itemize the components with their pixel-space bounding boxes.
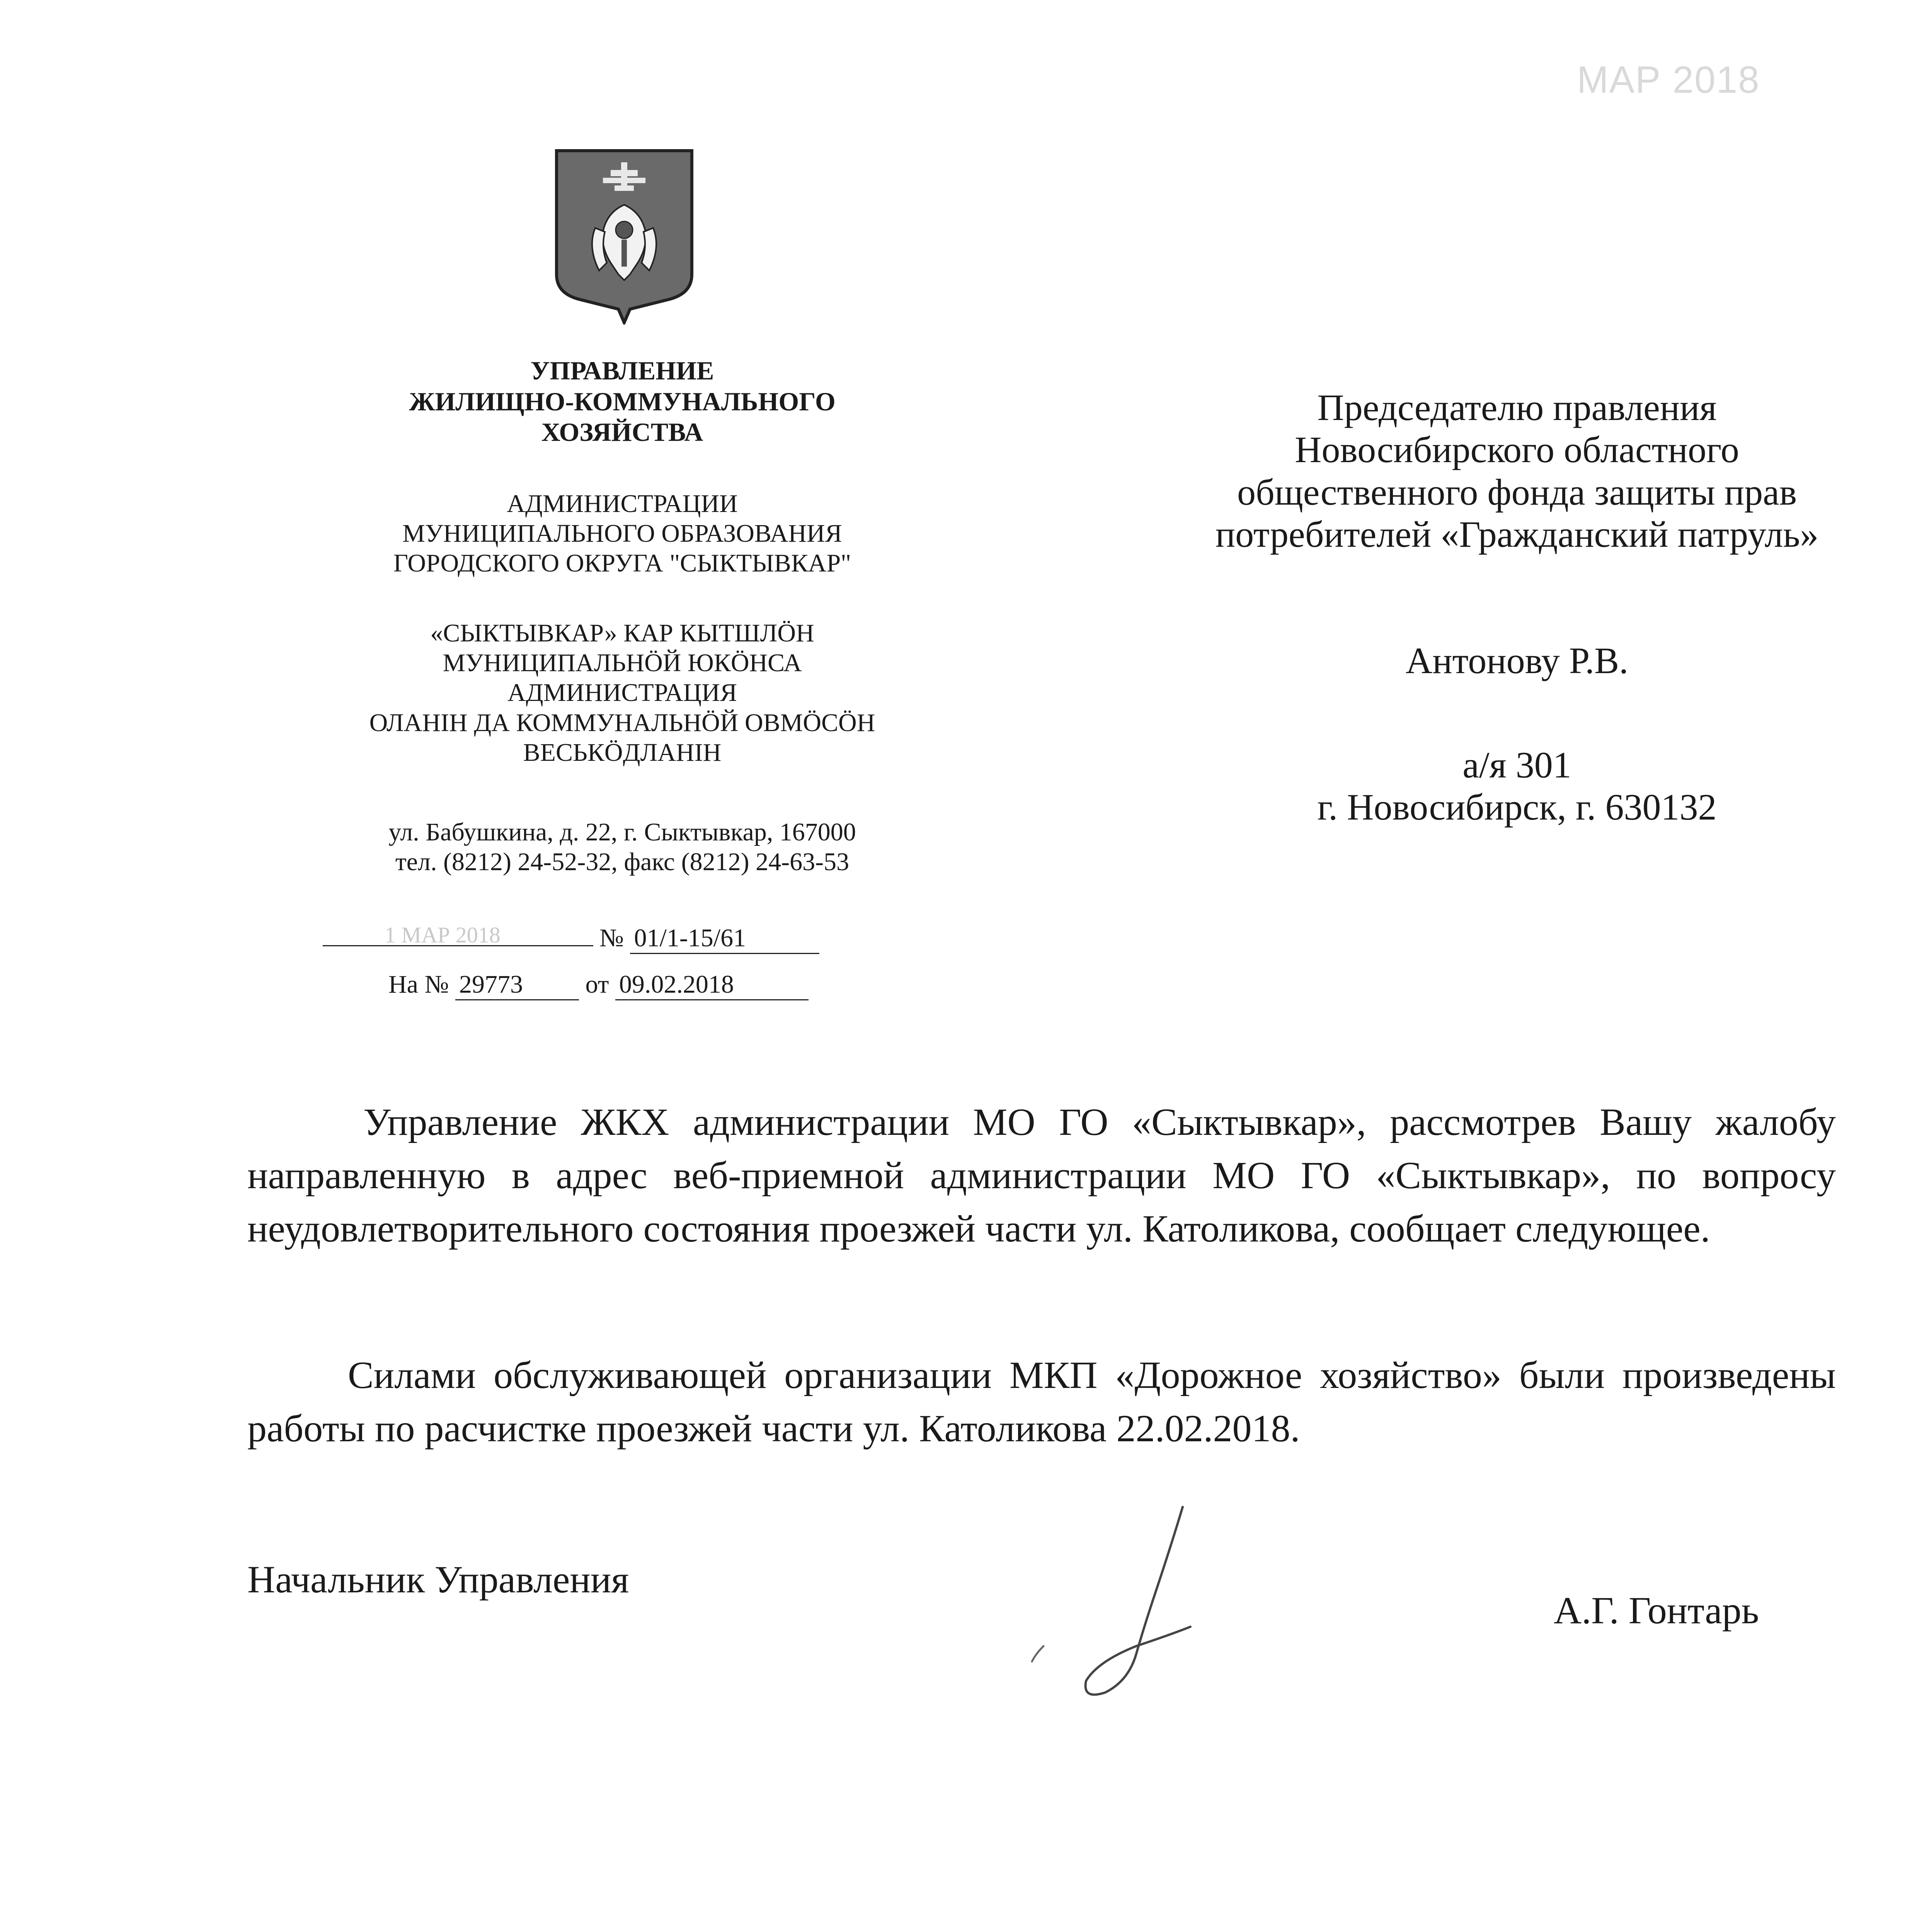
- registration-number-row: [323, 923, 819, 954]
- reference-from-label: от: [585, 970, 609, 998]
- letterhead-org-line: УПРАВЛЕНИЕ: [530, 356, 714, 385]
- letterhead-organization: [294, 355, 951, 448]
- letterhead-komi-line: ВЕСЬКӦДЛАНIН: [523, 738, 722, 767]
- letterhead-address: ул. Бабушкина, д. 22, г. Сыктывкар, 167000: [388, 818, 856, 846]
- letterhead-admin-line: МУНИЦИПАЛЬНОГО ОБРАЗОВАНИЯ: [402, 519, 842, 548]
- letterhead-org-line: ЖИЛИЩНО-КОММУНАЛЬНОГО: [409, 386, 836, 416]
- reference-number: 29773: [455, 970, 579, 1000]
- addressee-line: Председателю правления: [1317, 387, 1717, 428]
- addressee-line: общественного фонда защиты прав: [1237, 471, 1797, 513]
- coat-of-arms-emblem: [553, 147, 696, 325]
- signatory-position: Начальник Управления: [247, 1558, 629, 1601]
- reference-date: 09.02.2018: [615, 970, 809, 1000]
- letterhead-admin-line: ГОРОДСКОГО ОКРУГА "СЫКТЫВКАР": [393, 549, 851, 578]
- registration-number-label: №: [599, 924, 624, 952]
- registration-date-field: [323, 923, 593, 946]
- letterhead-contacts: [294, 817, 951, 877]
- addressee-line: Новосибирского областного: [1295, 429, 1739, 471]
- registration-date-stamp: 1 МАР 2018: [385, 922, 501, 947]
- letterhead-admin-line: АДМИНИСТРАЦИИ: [507, 490, 738, 518]
- addressee-name: Антонову Р.В.: [1405, 640, 1629, 681]
- registration-number: 01/1-15/61: [630, 923, 819, 954]
- letterhead-komi-name: [294, 618, 951, 767]
- received-stamp: МАР 2018: [1577, 58, 1760, 101]
- letterhead-org-line: ХОЗЯЙСТВА: [541, 417, 703, 447]
- addressee-po-box: а/я 301: [1462, 744, 1571, 786]
- handwritten-signature: [1009, 1499, 1210, 1716]
- reference-label: На №: [388, 970, 449, 998]
- letterhead-komi-line: АДМИНИСТРАЦИЯ: [507, 679, 737, 707]
- addressee-block: [1121, 386, 1913, 556]
- letterhead-komi-line: МУНИЦИПАЛЬНӦЙ ЮКӦНСА: [443, 649, 802, 677]
- reference-row: [388, 970, 809, 1000]
- addressee-line: потребителей «Гражданский патруль»: [1215, 514, 1819, 555]
- body-paragraph-1: Управление ЖКХ администрации МО ГО «Сыктывкар», рассмотрев Вашу жалобу направленную в адрес веб-приемной администрации МО ГО «Сыктывкар», по вопросу неудовлетворительного состояния проезжей части ул. Католикова, сообщает следующее.: [247, 1100, 1836, 1250]
- letterhead-komi-line: «СЫКТЫВКАР» КАР КЫТШЛӦН: [430, 619, 814, 647]
- addressee-city: г. Новосибирск, г. 630132: [1317, 786, 1717, 828]
- body-paragraph-2: Силами обслуживающей организации МКП «Дорожное хозяйство» были произведены работы по расчистке проезжей части ул. Католикова 22.02.2018.: [247, 1354, 1836, 1450]
- signatory-name: А.Г. Гонтарь: [1554, 1589, 1759, 1632]
- letterhead-komi-line: ОЛАНIН ДА КОММУНАЛЬНӦЙ ОВМӦСӦН: [369, 708, 875, 737]
- letterhead-phone: тел. (8212) 24-52-32, факс (8212) 24-63-53: [395, 848, 850, 876]
- letterhead-administration: [294, 489, 951, 578]
- addressee-postal: [1121, 744, 1913, 828]
